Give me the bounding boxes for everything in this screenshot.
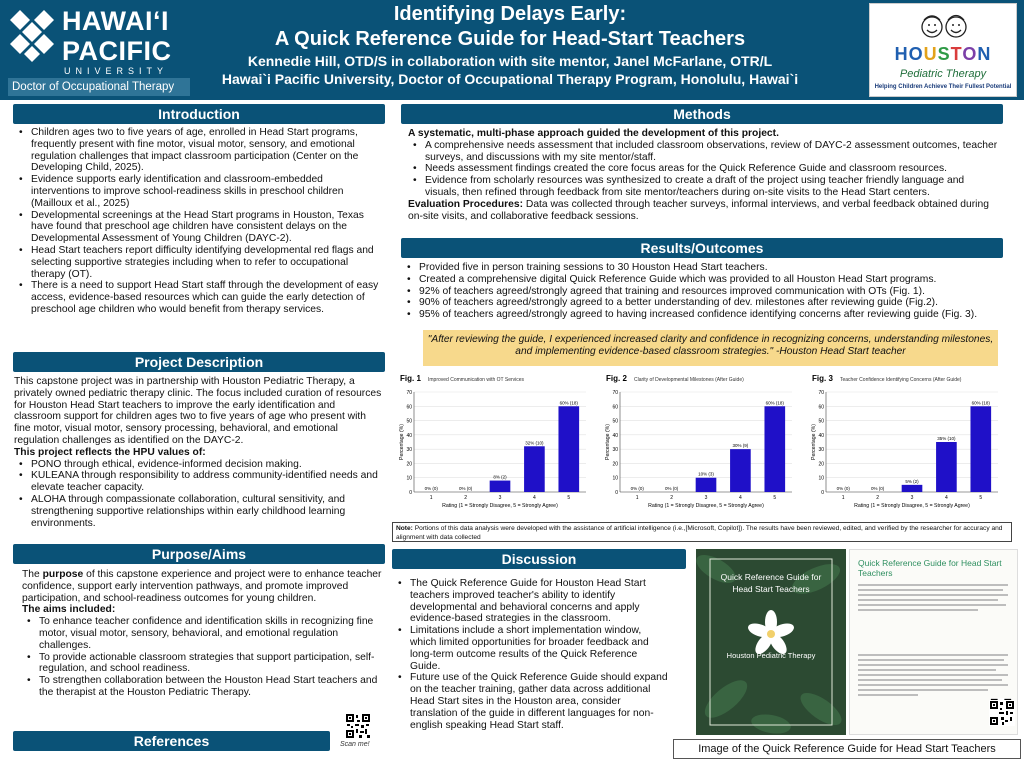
chart-title: Clarity of Developmental Milestones (After Guide)	[634, 377, 744, 383]
bar-mark	[764, 406, 785, 492]
x-tick-label: 4	[533, 495, 536, 501]
bar-data-label: 0% (0)	[870, 486, 885, 491]
bar-data-label: 32% (10)	[525, 440, 544, 446]
figure-1-chart	[398, 372, 594, 517]
results-bullet: • Provided five in person training sessions to 30 Houston Head Start teachers.	[402, 262, 1002, 274]
y-tick-label: 0	[821, 490, 824, 496]
methods-body	[408, 128, 1000, 222]
y-tick-label: 30	[818, 447, 824, 454]
x-tick-label: 2	[876, 495, 879, 501]
y-tick-label: 10	[612, 475, 618, 482]
bar-mark	[936, 442, 957, 492]
x-tick-label: 5	[773, 495, 777, 501]
houston-pediatric-logo	[869, 3, 1017, 97]
x-tick-label: 1	[841, 495, 845, 501]
y-axis-label: Percentage (%)	[605, 423, 611, 461]
methods-bullet: • A comprehensive needs assessment that included classroom observations, review of DAYC-2 assessment outcomes, teacher surveys, and discussions with my site mentor/staff.	[408, 140, 1000, 164]
introduction-heading: Introduction	[13, 104, 385, 124]
chart-title: Teacher Confidence Identifying Concerns (After Guide)	[840, 377, 962, 383]
x-tick-label: 1	[635, 495, 639, 501]
intro-bullet: • Evidence supports early identification and classroom-embedded interventions to improve school-readiness skills in preschool children (Mailloux et al., 2025)	[14, 174, 382, 209]
guide-cover-page	[696, 549, 846, 735]
figure-label: Fig. 1	[400, 374, 421, 383]
hpu-logo-line1: HAWAIʻI	[62, 6, 170, 36]
bar-mark	[696, 478, 717, 492]
bar-mark	[558, 406, 579, 492]
y-tick-label: 30	[612, 447, 618, 454]
ai-disclosure-note	[392, 522, 1012, 542]
bar-data-label: 0% (0)	[630, 486, 644, 491]
purpose-aims-heading: Purpose/Aims	[13, 544, 385, 564]
y-tick-label: 60	[612, 404, 618, 411]
figure-2-chart	[604, 372, 800, 517]
y-tick-label: 20	[612, 461, 618, 468]
y-tick-label: 50	[612, 418, 618, 425]
project-description-paragraph: This capstone project was in partnership with Houston Pediatric Therapy, a privately owned pediatric therapy clinic. The focus included curation of resources for Houston Head Start teachers to improve the early identification and classroom support for children ages two to five years of age who present with fine motor, visual motor, sensory processing, behavioral, and emotional regulation challenges as identified on the DAYC-2.	[14, 376, 382, 446]
hpu-logo-line2: PACIFIC	[62, 36, 172, 66]
guide-cover-org: Houston Pediatric Therapy	[726, 651, 816, 660]
hpu-diamond-logo-icon	[8, 8, 56, 68]
x-tick-label: 3	[704, 495, 708, 501]
y-tick-label: 10	[406, 475, 412, 482]
figure-label: Fig. 3	[812, 374, 833, 383]
y-tick-label: 10	[818, 475, 824, 482]
methods-bullet: • Evidence from scholarly resources was synthesized to create a draft of the project using teacher friendly language and visuals, then refined through feedback from site mentor/teachers during on-site visits to the Head Start centers.	[408, 175, 1000, 199]
y-tick-label: 30	[406, 447, 412, 454]
project-description-heading: Project Description	[13, 352, 385, 372]
bar-mark	[524, 446, 545, 492]
poster-title-line1: Identifying Delays Early:	[393, 3, 627, 25]
discussion-bullet: • The Quick Reference Guide for Houston Head Start teachers improved teacher's ability to identify developmental and behavioral concerns and apply evidence-based strategies in the classroom.	[393, 578, 668, 625]
houston-logo-sub: Pediatric Therapy	[899, 68, 987, 80]
bar-data-label: 30% (9)	[732, 443, 749, 449]
intro-bullet: • Children ages two to five years of age, enrolled in Head Start programs, frequently present with fine motor, visual motor, sensory, and emotional regulation challenges that impact classroom participation (Center on the Developing Child, 2025).	[14, 127, 382, 174]
purpose-keyword: purpose	[42, 569, 84, 580]
y-tick-label: 20	[406, 461, 412, 468]
results-bullet: • 95% of teachers agreed/strongly agreed to having increased confidence identifying concerns after reviewing guide (Fig. 3).	[402, 309, 1002, 321]
poster-authors: Kennedie Hill, OTD/S in collaboration with site mentor, Janel McFarlane, OTR/L	[247, 53, 773, 69]
references-heading: References	[13, 731, 330, 751]
evaluation-text: Data was collected through teacher surveys, informal interviews, and verbal feedback obtained during on-site visits, and collaborative feedback sessions.	[408, 198, 989, 222]
x-tick-label: 5	[567, 495, 571, 501]
quick-reference-guide-image	[696, 549, 1018, 735]
y-tick-label: 50	[406, 418, 412, 425]
results-bullet: • 90% of teachers agreed/strongly agreed to a better understanding of dev. milestones after reviewing guide (Fig.2).	[402, 297, 1002, 309]
figure-2-svg	[604, 372, 800, 517]
bar-mark	[730, 449, 751, 492]
aim-item: • To strengthen collaboration between the Houston Head Start teachers and the therapist at the Houston Pediatric Therapy.	[22, 675, 384, 699]
aim-item: • To provide actionable classroom strategies that support participation, self-regulation, and school readiness.	[22, 652, 384, 676]
teacher-quote: "After reviewing the guide, I experienced increased clarity and confidence in recognizing concerns, understanding milestones, and implementing evidence-based classroom strategies." -Houston Head Start teacher	[423, 330, 998, 366]
hpu-value-item: • KULEANA through responsibility to address community-identified needs and elevate teacher capacity.	[14, 470, 382, 494]
methods-intro: A systematic, multi-phase approach guided the development of this project.	[408, 128, 779, 139]
poster-header	[0, 0, 1024, 100]
bar-data-label: 60% (18)	[559, 400, 578, 406]
y-tick-label: 70	[818, 390, 824, 396]
results-body	[402, 262, 1002, 321]
x-tick-label: 3	[498, 495, 502, 501]
purpose-text: of this capstone experience and project were to enhance teacher confidence, support early intervention pathways, and promote improved participation, and school-readiness outcomes for young children.	[22, 569, 382, 604]
figure-3-chart	[810, 372, 1006, 517]
y-tick-label: 0	[615, 490, 618, 496]
evaluation-label: Evaluation Procedures:	[408, 198, 524, 210]
results-bullet: • 92% of teachers agreed/strongly agreed that training and resources improved communication with OTs (Fig. 1).	[402, 286, 1002, 298]
x-tick-label: 3	[910, 495, 914, 501]
chart-title: Improved Communication with OT Services	[428, 377, 525, 383]
results-heading: Results/Outcomes	[401, 238, 1003, 258]
hpu-value-item: • PONO through ethical, evidence-informed decision making.	[14, 459, 382, 471]
discussion-bullet: • Limitations include a short implementation window, which limited opportunities for broader feedback and long-term outcome results of the Quick Reference Guide.	[393, 625, 668, 672]
figure-3-svg	[810, 372, 1006, 517]
discussion-heading: Discussion	[392, 549, 686, 569]
hpu-logo-line3: UNIVERSITY	[64, 66, 169, 76]
bar-data-label: 0% (0)	[836, 486, 850, 491]
poster-title-line2: A Quick Reference Guide for Head-Start Teachers	[274, 28, 746, 50]
bar-data-label: 0% (0)	[424, 486, 438, 491]
methods-heading: Methods	[401, 104, 1003, 124]
purpose-paragraph	[22, 569, 384, 604]
x-axis-label: Rating (1 = Strongly Disagree, 5 = Strongly Agree)	[854, 503, 970, 509]
bar-data-label: 60% (18)	[765, 400, 784, 406]
bar-data-label: 10% (3)	[698, 471, 714, 477]
qr-code-icon[interactable]	[345, 713, 371, 739]
x-tick-label: 5	[979, 495, 983, 501]
houston-logo-name: HOUSTON	[894, 44, 992, 64]
bar-data-label: 35% (10)	[937, 436, 956, 441]
y-tick-label: 60	[406, 404, 412, 411]
bar-data-label: 0% (0)	[664, 486, 679, 491]
purpose-aims-body	[22, 569, 384, 699]
y-tick-label: 40	[818, 432, 824, 439]
aim-item: • To enhance teacher confidence and identification skills in recognizing fine motor, visual motor, sensory, behavioral, and emotional regulation challenges.	[22, 616, 384, 651]
purpose-prefix: The	[22, 569, 43, 580]
hpu-value-item: • ALOHA through compassionate collaboration, cultural sensitivity, and strengthening supportive relationships within early childhood learning environments.	[14, 494, 382, 529]
discussion-body	[393, 578, 668, 731]
y-axis-label: Percentage (%)	[811, 423, 817, 461]
hpu-program-label: Doctor of Occupational Therapy	[8, 78, 190, 96]
x-tick-label: 4	[739, 495, 742, 501]
intro-bullet: • There is a need to support Head Start staff through the development of easy access, evidence-based resources which can guide the early detection of preschool age children who would benefit from therapy services.	[14, 280, 382, 315]
hpu-logo	[4, 4, 194, 96]
x-tick-label: 1	[429, 495, 433, 501]
x-tick-label: 4	[945, 495, 948, 501]
figure-1-svg	[398, 372, 594, 517]
bar-mark	[970, 406, 991, 492]
guide-image-caption: Image of the Quick Reference Guide for Head Start Teachers	[673, 739, 1021, 759]
y-tick-label: 70	[406, 390, 412, 396]
y-tick-label: 70	[612, 390, 618, 396]
x-axis-label: Rating (1 = Strongly Disagree, 5 = Strongly Agree)	[442, 503, 558, 509]
bar-data-label: 60% (18)	[971, 400, 990, 406]
x-tick-label: 2	[464, 495, 467, 501]
results-bullet: • Created a comprehensive digital Quick Reference Guide which was provided to all Houston Head Start programs.	[402, 274, 1002, 286]
intro-bullet: • Head Start teachers report difficulty identifying developmental red flags and selecting supportive strategies including when to refer to occupational therapy (OT).	[14, 245, 382, 280]
discussion-bullet: • Future use of the Quick Reference Guide should expand on the teacher training, gather data across additional Head Start sites in the Houston area, consider translation of the guide in different languages for non-english speaking Head Start staff.	[393, 672, 668, 731]
evaluation-procedures	[408, 199, 1000, 223]
note-text: Portions of this data analysis were developed with the assistance of artificial intelligence (i.e.,[Microsoft, Copilot]). The results have been reviewed, edited, and verified by the researcher for accuracy and alignment with data collected	[396, 525, 1003, 541]
children-faces-icon	[914, 10, 974, 40]
project-description-body	[14, 376, 382, 529]
y-tick-label: 50	[818, 418, 824, 425]
introduction-body	[14, 127, 382, 316]
scan-me-signature: Scan me!	[340, 741, 370, 748]
methods-bullet: • Needs assessment findings created the core focus areas for the Quick Reference Guide and classroom resources.	[408, 163, 1000, 175]
x-tick-label: 2	[670, 495, 673, 501]
y-axis-label: Percentage (%)	[399, 423, 405, 461]
title-block	[200, 2, 820, 88]
x-axis-label: Rating (1 = Strongly Disagree, 5 = Strongly Agree)	[648, 503, 764, 509]
bar-data-label: 0% (0)	[458, 486, 473, 491]
guide-inner-title: Quick Reference Guide for Head Start Teachers	[858, 558, 1002, 578]
y-tick-label: 60	[818, 404, 824, 411]
bar-mark	[902, 485, 923, 492]
guide-cover-title: Quick Reference Guide for Head Start Teachers	[720, 572, 822, 594]
y-tick-label: 40	[406, 432, 412, 439]
hpu-values-intro: This project reflects the HPU values of:	[14, 446, 206, 458]
figure-label: Fig. 2	[606, 374, 627, 383]
qr-code-icon[interactable]	[989, 700, 1015, 726]
bar-mark	[490, 481, 511, 492]
intro-bullet: • Developmental screenings at the Head Start programs in Houston, Texas have found that preschool age children have consistent delays on the Developmental Assessment of Young Children (DAYC-2).	[14, 210, 382, 245]
y-tick-label: 20	[818, 461, 824, 468]
note-label: Note:	[396, 525, 413, 532]
houston-logo-tagline: Helping Children Achieve Their Fullest Potential	[874, 84, 1012, 90]
poster-institution: Hawai`i Pacific University, Doctor of Occupational Therapy Program, Honolulu, Hawai`i	[221, 71, 799, 87]
bar-data-label: 5% (2)	[905, 478, 919, 484]
y-tick-label: 0	[409, 490, 412, 496]
aims-intro: The aims included:	[22, 604, 116, 616]
bar-data-label: 8% (2)	[493, 474, 507, 480]
y-tick-label: 40	[612, 432, 618, 439]
